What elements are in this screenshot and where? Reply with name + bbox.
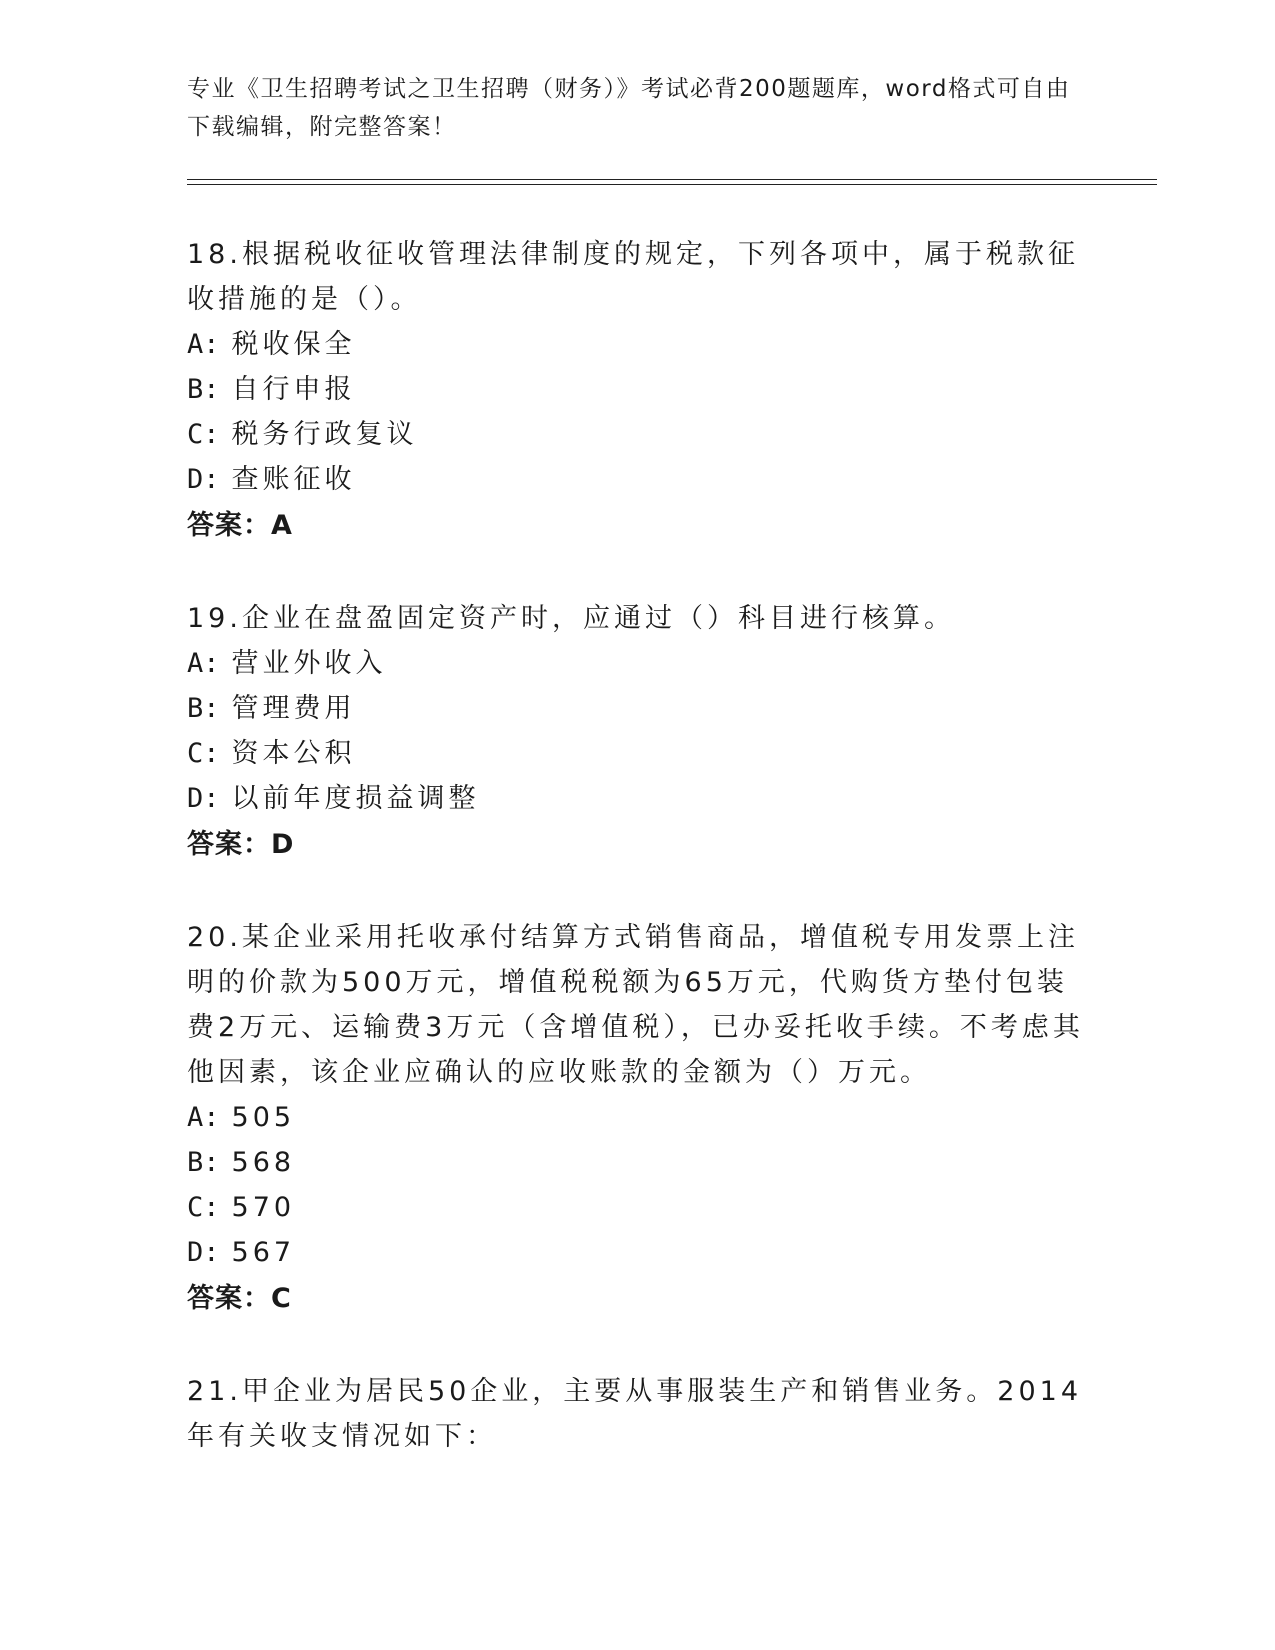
option-text: 管理费用: [231, 693, 356, 724]
option-letter: A:: [187, 648, 220, 679]
option-d: [187, 457, 1087, 502]
question-stem: 18.根据税收征收管理法律制度的规定，下列各项中，属于税款征收措施的是（）。: [187, 239, 1079, 315]
answer-line: 答案：A: [187, 510, 293, 541]
option-text: 568: [231, 1147, 296, 1178]
option-text: 税收保全: [231, 329, 356, 360]
option-a: [187, 322, 1087, 367]
option-text: 资本公积: [231, 738, 356, 769]
option-text: 567: [231, 1237, 296, 1268]
question-stem: 21.甲企业为居民50企业，主要从事服装生产和销售业务。2014年有关收支情况如下：: [187, 1376, 1083, 1452]
question-19: [187, 596, 1087, 869]
option-text: 自行申报: [231, 374, 356, 405]
option-text: 营业外收入: [231, 648, 387, 679]
option-letter: D:: [187, 783, 220, 814]
question-21: [187, 1369, 1087, 1459]
answer-line: 答案：D: [187, 829, 295, 860]
option-letter: C:: [187, 738, 220, 769]
header-divider-bottom: [187, 184, 1157, 185]
option-b: [187, 367, 1087, 412]
option-c: [187, 1185, 1087, 1230]
option-c: [187, 731, 1087, 776]
question-18: [187, 232, 1087, 550]
option-text: 505: [231, 1102, 296, 1133]
option-a: [187, 641, 1087, 686]
question-20: [187, 915, 1087, 1323]
option-letter: D:: [187, 1237, 220, 1268]
option-letter: B:: [187, 1147, 220, 1178]
option-letter: C:: [187, 1192, 220, 1223]
option-text: 以前年度损益调整: [231, 783, 480, 814]
question-list: [187, 232, 1087, 1505]
document-header: 专业《卫生招聘考试之卫生招聘（财务）》考试必背200题题库，word格式可自由下载编辑，附完整答案！: [187, 76, 1071, 140]
option-letter: A:: [187, 1102, 220, 1133]
option-letter: A:: [187, 329, 220, 360]
option-letter: D:: [187, 464, 220, 495]
option-text: 查账征收: [231, 464, 356, 495]
question-stem: 20.某企业采用托收承付结算方式销售商品，增值税专用发票上注明的价款为500万元，增值税税额为65万元，代购货方垫付包装费2万元、运输费3万元（含增值税），已办妥托收手续。不考虑其他因素，该企业应确认的应收账款的金额为（）万元。: [187, 922, 1084, 1088]
option-b: [187, 1140, 1087, 1185]
option-d: [187, 776, 1087, 821]
option-letter: C:: [187, 419, 220, 450]
option-b: [187, 686, 1087, 731]
option-letter: B:: [187, 693, 220, 724]
header-divider-top: [187, 179, 1157, 180]
option-a: [187, 1095, 1087, 1140]
question-stem: 19.企业在盘盈固定资产时，应通过（）科目进行核算。: [187, 603, 955, 634]
option-d: [187, 1230, 1087, 1275]
option-text: 570: [231, 1192, 296, 1223]
option-c: [187, 412, 1087, 457]
option-text: 税务行政复议: [231, 419, 418, 450]
answer-line: 答案：C: [187, 1283, 292, 1314]
option-letter: B:: [187, 374, 220, 405]
